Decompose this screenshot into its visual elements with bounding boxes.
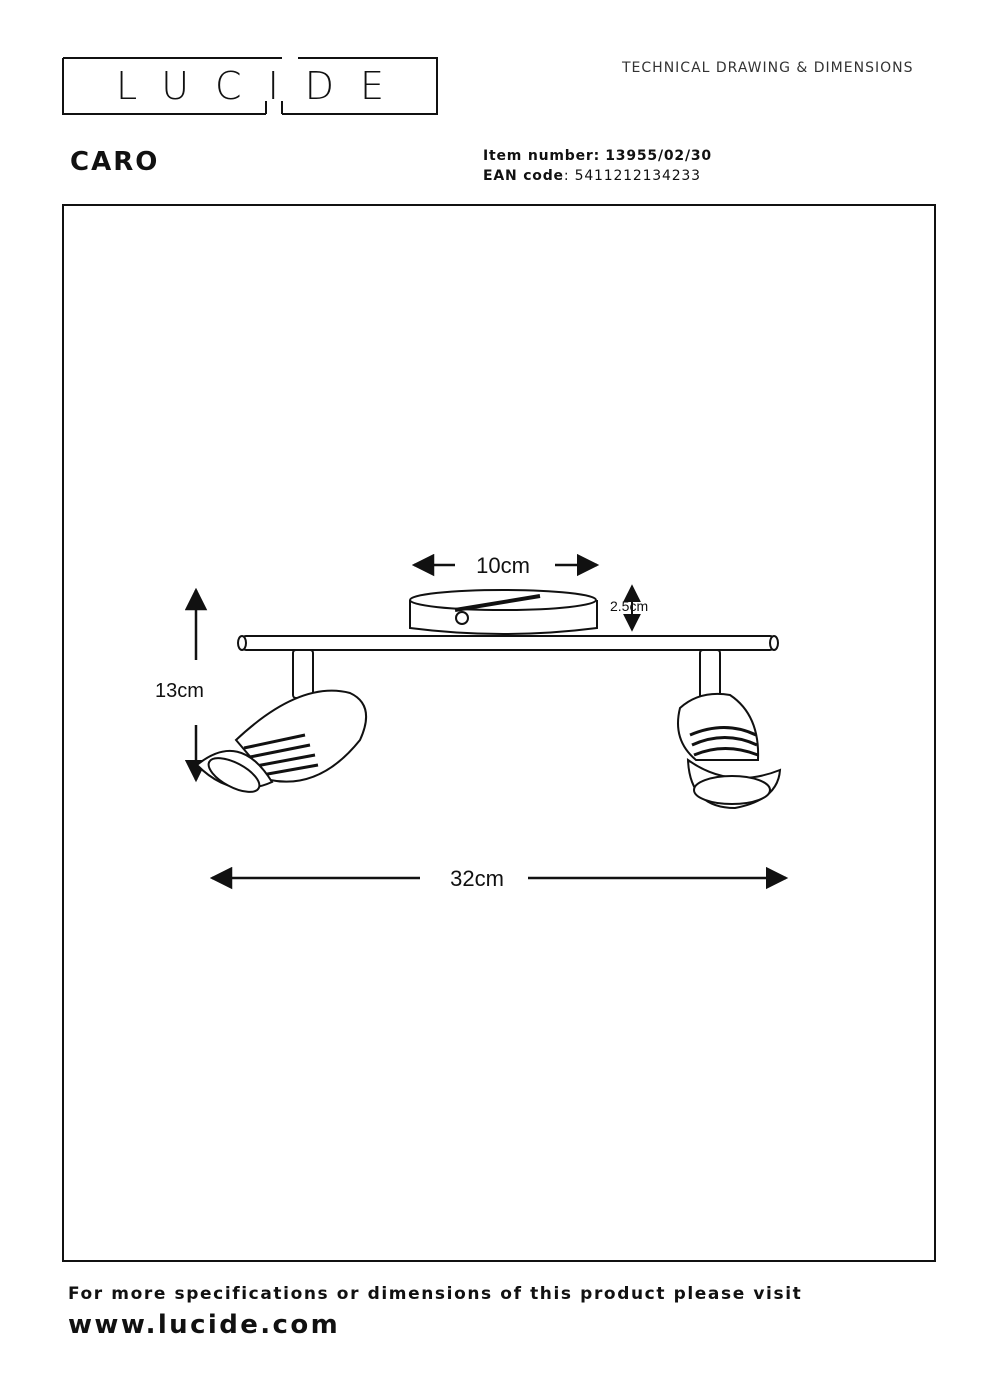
dim-base-width: 10cm — [476, 553, 530, 578]
ean-value: 5411212134233 — [574, 168, 701, 184]
dim-total-height: 13cm — [155, 680, 204, 702]
item-number-value: 13955/02/30 — [605, 148, 712, 164]
brand-logo[interactable] — [62, 57, 438, 115]
dim-base-height: 2.5cm — [610, 598, 649, 614]
footer-note: For more specifications or dimensions of this product please visit — [68, 1284, 803, 1304]
logo-text: LUCIDE — [115, 64, 411, 108]
light-rail — [238, 636, 778, 650]
item-number-label: Item number: — [483, 148, 600, 164]
item-number-row — [483, 146, 712, 166]
ean-separator: : — [563, 168, 570, 184]
technical-drawing — [62, 204, 936, 1262]
footer-website-link[interactable]: www.lucide.com — [68, 1310, 341, 1340]
spotlight-left — [197, 650, 366, 799]
ean-label: EAN code — [483, 168, 564, 184]
product-name: CARO — [70, 147, 160, 177]
dim-total-length: 32cm — [450, 866, 504, 891]
spotlight-right — [678, 650, 780, 808]
document-type: TECHNICAL DRAWING & DIMENSIONS — [622, 60, 914, 76]
product-meta — [483, 146, 712, 186]
ean-row — [483, 166, 712, 186]
